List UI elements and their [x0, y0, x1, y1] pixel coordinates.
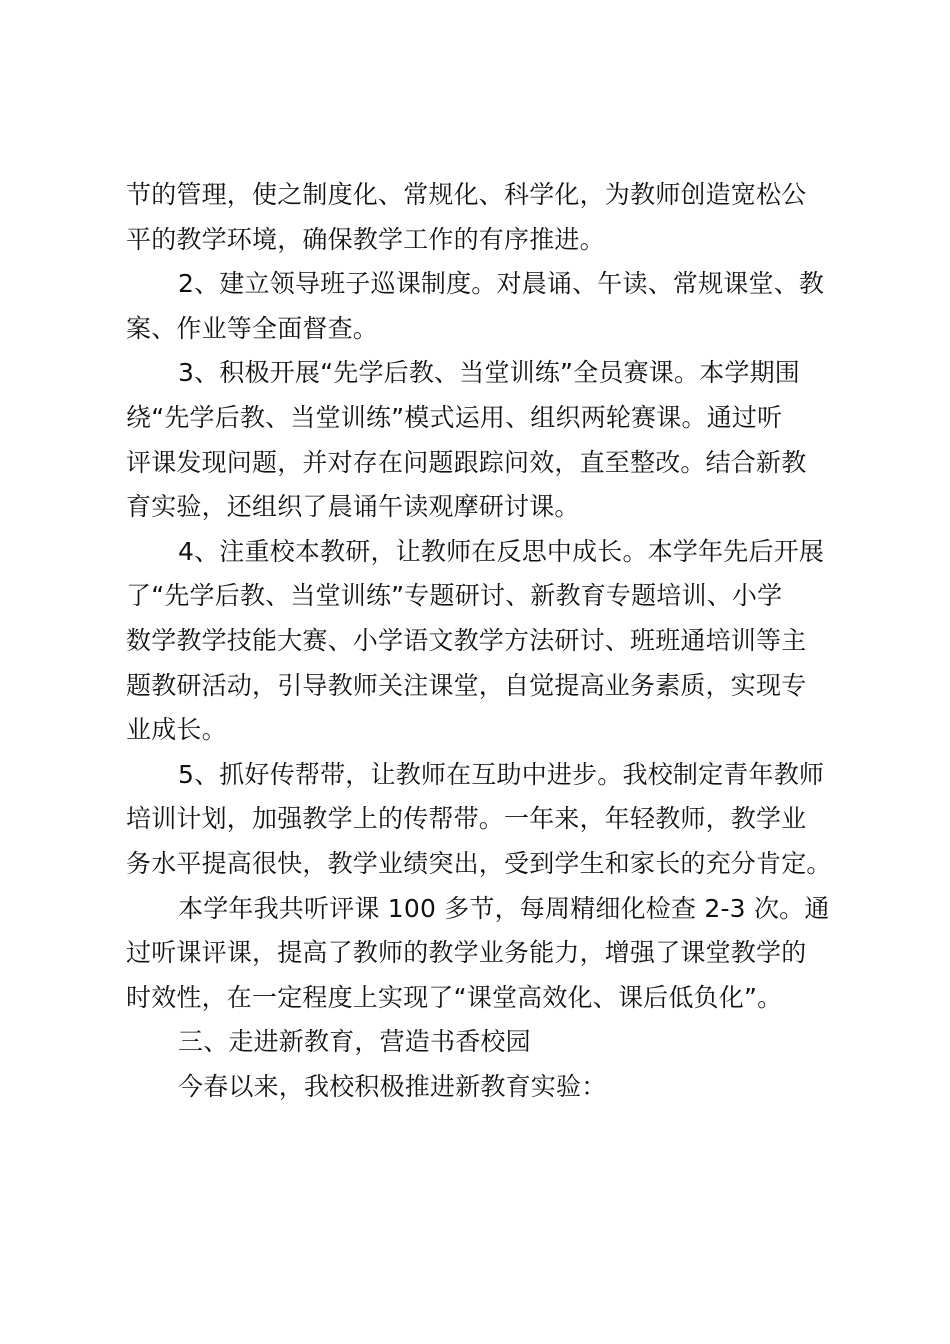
text-line-18: 过听课评课，提高了教师的教学业务能力，增强了课堂教学的: [126, 938, 807, 968]
text-line-5: 3、积极开展“先学后教、当堂训练”全员赛课。本学期围: [178, 358, 801, 388]
text-line-17: 本学年我共听评课 100 多节，每周精细化检查 2-3 次。通: [178, 893, 830, 923]
text-line-14: 5、抓好传帮带，让教师在互助中进步。我校制定青年教师: [178, 759, 825, 789]
text-line-12: 题教研活动，引导教师关注课堂，自觉提高业务素质，实现专: [126, 670, 807, 700]
text-line-16: 务水平提高很快，教学业绩突出，受到学生和家长的充分肯定。: [126, 848, 832, 878]
text-line-7: 评课发现问题，并对存在问题跟踪问效，直至整改。结合新教: [126, 447, 807, 477]
text-line-10: 了“先学后教、当堂训练”专题研讨、新教育专题培训、小学: [126, 581, 783, 611]
document-body: [126, 173, 834, 1109]
text-line-2: 平的教学环境，确保教学工作的有序推进。: [126, 224, 605, 254]
text-line-19: 时效性，在一定程度上实现了“课堂高效化、课后低负化”。: [126, 982, 783, 1012]
text-line-1: 节的管理，使之制度化、常规化、科学化，为教师创造宽松公: [126, 180, 807, 209]
text-line-11: 数学教学技能大赛、小学语文教学方法研讨、班班通培训等主: [126, 625, 807, 655]
section-heading: 三、走进新教育，营造书香校园: [178, 1027, 531, 1057]
text-line-15: 培训计划，加强教学上的传帮带。一年来，年轻教师，教学业: [126, 804, 807, 834]
text-line-21: 今春以来，我校积极推进新教育实验：: [178, 1071, 607, 1101]
text-line-3: 2、建立领导班子巡课制度。对晨诵、午读、常规课堂、教: [178, 269, 825, 299]
text-line-4: 案、作业等全面督查。: [126, 313, 379, 343]
text-line-6: 绕“先学后教、当堂训练”模式运用、组织两轮赛课。通过听: [126, 402, 783, 432]
text-line-8: 育实验，还组织了晨诵午读观摩研讨课。: [126, 492, 580, 522]
text-line-9: 4、注重校本教研，让教师在反思中成长。本学年先后开展: [178, 536, 825, 566]
text-line-13: 业成长。: [126, 715, 227, 745]
